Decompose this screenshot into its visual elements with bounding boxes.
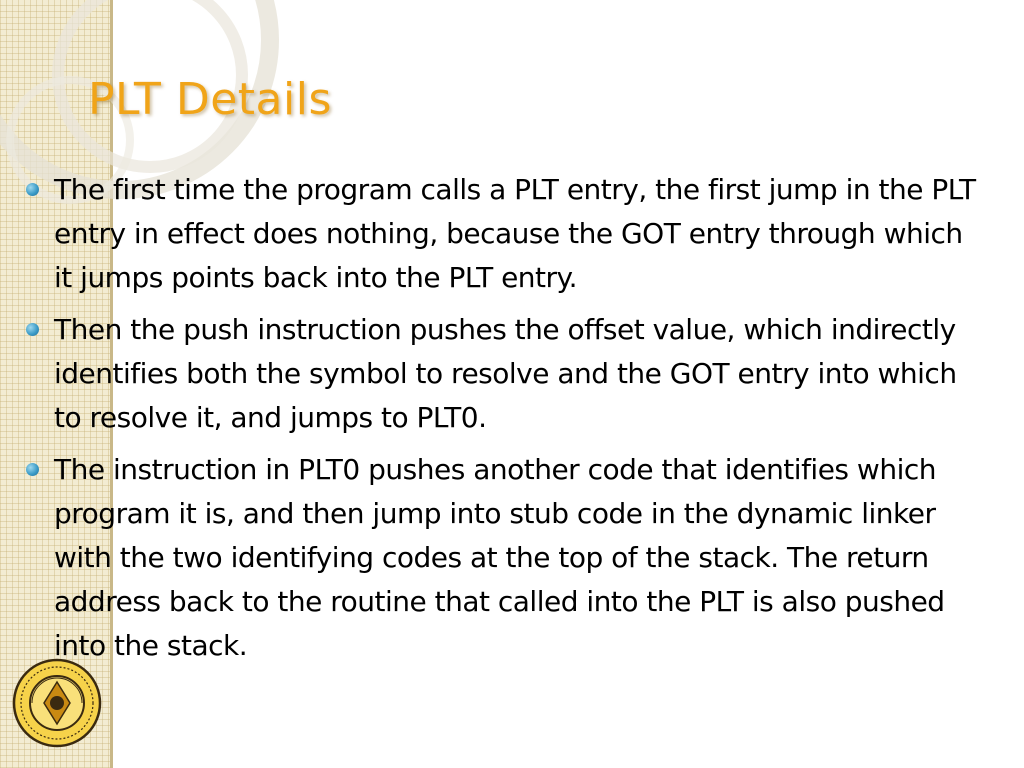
institution-seal-icon xyxy=(12,658,102,748)
bullet-dot-icon xyxy=(26,463,39,476)
bullet-item xyxy=(24,448,984,668)
bullet-dot-icon xyxy=(26,183,39,196)
bullet-text: The instruction in PLT0 pushes another code that identifies which program it is, and then jump into stub code in the dynamic linker with the two identifying codes at the top of the stack. The return address back to the routine that called into the PLT is also pushed into the stack. xyxy=(54,453,945,662)
slide-title: PLT Details xyxy=(88,74,332,125)
bullet-text: Then the push instruction pushes the offset value, which indirectly identifies both the symbol to resolve and the GOT entry into which to resolve it, and jumps to PLT0. xyxy=(54,313,957,434)
bullet-item xyxy=(24,308,984,440)
bullet-item xyxy=(24,168,984,300)
bullet-dot-icon xyxy=(26,323,39,336)
bullet-text: The first time the program calls a PLT entry, the first jump in the PLT entry in effect does nothing, because the GOT entry through which it jumps points back into the PLT entry. xyxy=(54,173,976,294)
bullet-list xyxy=(24,168,984,676)
